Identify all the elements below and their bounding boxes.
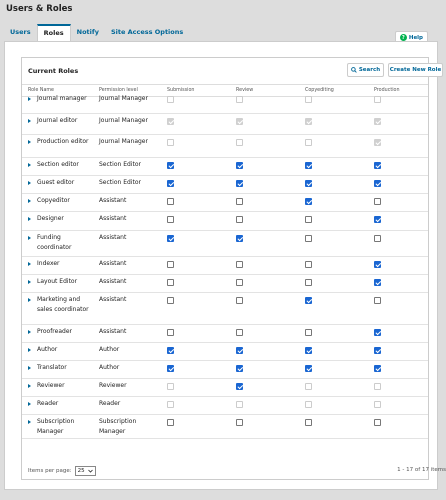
expand-row-icon[interactable] (28, 140, 31, 144)
checkbox-production (374, 401, 381, 408)
roles-content (4, 41, 446, 490)
role-name[interactable]: Marketing and sales coordinator (37, 296, 89, 313)
checkbox-review[interactable] (236, 365, 243, 372)
permission-level: Reviewer (99, 382, 127, 389)
checkbox-copyediting (305, 383, 312, 390)
tab-site-access-options[interactable]: Site Access Options (110, 28, 184, 36)
checkbox-production (374, 96, 381, 103)
search-label: Search (358, 67, 381, 73)
expand-row-icon[interactable] (28, 420, 31, 424)
permission-level: Assistant (99, 296, 127, 303)
table-row (22, 361, 428, 379)
expand-row-icon[interactable] (28, 119, 31, 123)
expand-row-icon[interactable] (28, 262, 31, 266)
help-icon: ? (400, 34, 407, 41)
permission-level: Assistant (99, 234, 127, 241)
permission-level: Assistant (99, 328, 127, 335)
role-name[interactable]: Proofreader (37, 328, 72, 335)
table-row (22, 325, 428, 343)
role-name[interactable]: Production editor (37, 138, 89, 145)
checkbox-copyediting (305, 96, 312, 103)
checkbox-review (236, 118, 243, 125)
permission-level: Reader (99, 400, 121, 407)
table-row (22, 415, 428, 439)
checkbox-copyediting[interactable] (305, 162, 312, 169)
expand-row-icon[interactable] (28, 298, 31, 302)
checkbox-submission[interactable] (167, 279, 174, 286)
role-name[interactable]: Journal editor (37, 117, 78, 124)
checkbox-submission[interactable] (167, 162, 174, 169)
tab-notify[interactable]: Notify (76, 28, 99, 36)
checkbox-review (236, 96, 243, 103)
checkbox-submission (167, 118, 174, 125)
tab-bar (4, 24, 189, 41)
checkbox-submission[interactable] (167, 261, 174, 268)
checkbox-submission[interactable] (167, 235, 174, 242)
role-name[interactable]: Journal manager (37, 95, 87, 102)
checkbox-production[interactable] (374, 235, 381, 242)
checkbox-copyediting (305, 401, 312, 408)
table-row (22, 158, 428, 176)
checkbox-production[interactable] (374, 365, 381, 372)
checkbox-production[interactable] (374, 329, 381, 336)
role-name[interactable]: Layout Editor (37, 278, 78, 285)
column-header-permission-level: Permission level (99, 88, 138, 93)
checkbox-production[interactable] (374, 162, 381, 169)
search-icon (351, 67, 357, 73)
role-name[interactable]: Translator (37, 364, 67, 371)
checkbox-copyediting[interactable] (305, 329, 312, 336)
table-row (22, 212, 428, 231)
items-per-page-value: 25 (77, 468, 85, 474)
checkbox-submission (167, 401, 174, 408)
role-name[interactable]: Copyeditor (37, 197, 70, 204)
checkbox-review[interactable] (236, 329, 243, 336)
permission-level: Author (99, 364, 120, 371)
table-row (22, 194, 428, 212)
checkbox-submission[interactable] (167, 216, 174, 223)
checkbox-production[interactable] (374, 198, 381, 205)
checkbox-production[interactable] (374, 180, 381, 187)
permission-level: Journal Manager (99, 95, 148, 102)
column-header-role-name: Role Name (28, 88, 55, 93)
checkbox-review[interactable] (236, 235, 243, 242)
role-name[interactable]: Indexer (37, 260, 60, 267)
checkbox-production[interactable] (374, 261, 381, 268)
permission-level: Assistant (99, 215, 127, 222)
table-row (22, 343, 428, 361)
items-per-page-select[interactable] (75, 466, 96, 476)
table-row (22, 176, 428, 194)
table-row (22, 257, 428, 275)
role-name[interactable]: Funding coordinator (37, 234, 72, 251)
checkbox-submission (167, 96, 174, 103)
checkbox-copyediting[interactable] (305, 365, 312, 372)
checkbox-review[interactable] (236, 347, 243, 354)
checkbox-review[interactable] (236, 180, 243, 187)
permission-level: Author (99, 346, 120, 353)
checkbox-submission[interactable] (167, 365, 174, 372)
permission-level: Subscription Manager (99, 418, 137, 435)
checkbox-production[interactable] (374, 297, 381, 304)
table-row (22, 379, 428, 397)
table-row (22, 92, 428, 114)
role-name[interactable]: Guest editor (37, 179, 75, 186)
role-name[interactable]: Reviewer (37, 382, 65, 389)
permission-level: Assistant (99, 197, 127, 204)
role-name[interactable]: Author (37, 346, 58, 353)
checkbox-copyediting (305, 118, 312, 125)
page-title: Users & Roles (6, 4, 73, 14)
search-button[interactable] (347, 63, 384, 77)
checkbox-copyediting (305, 139, 312, 146)
checkbox-copyediting[interactable] (305, 261, 312, 268)
checkbox-submission (167, 383, 174, 390)
checkbox-review[interactable] (236, 279, 243, 286)
table-row (22, 293, 428, 325)
checkbox-submission[interactable] (167, 297, 174, 304)
expand-row-icon[interactable] (28, 402, 31, 406)
expand-row-icon[interactable] (28, 163, 31, 167)
checkbox-production (374, 383, 381, 390)
items-per-page-label: Items per page: (28, 468, 72, 474)
permission-level: Section Editor (99, 179, 141, 186)
pagination-range: 1 - 17 of 17 items (397, 467, 446, 473)
tab-users[interactable]: Users (10, 28, 31, 36)
checkbox-copyediting[interactable] (305, 419, 312, 426)
expand-row-icon[interactable] (28, 217, 31, 221)
checkbox-copyediting[interactable] (305, 279, 312, 286)
checkbox-production[interactable] (374, 279, 381, 286)
permission-level: Journal Manager (99, 138, 148, 145)
expand-row-icon[interactable] (28, 348, 31, 352)
checkbox-review[interactable] (236, 261, 243, 268)
table-row (22, 135, 428, 158)
checkbox-production[interactable] (374, 347, 381, 354)
expand-row-icon[interactable] (28, 236, 31, 240)
column-header-submission: Submission (167, 88, 195, 93)
permission-level: Assistant (99, 260, 127, 267)
checkbox-submission (167, 139, 174, 146)
permission-level: Journal Manager (99, 117, 148, 124)
checkbox-production (374, 118, 381, 125)
checkbox-review[interactable] (236, 216, 243, 223)
checkbox-copyediting[interactable] (305, 347, 312, 354)
checkbox-production[interactable] (374, 419, 381, 426)
column-header-copyediting: Copyediting (305, 88, 334, 93)
checkbox-copyediting[interactable] (305, 297, 312, 304)
current-roles-panel (21, 57, 446, 480)
expand-row-icon[interactable] (28, 199, 31, 203)
expand-row-icon[interactable] (28, 384, 31, 388)
checkbox-review (236, 401, 243, 408)
checkbox-review[interactable] (236, 383, 243, 390)
checkbox-review[interactable] (236, 162, 243, 169)
checkbox-review (236, 139, 243, 146)
expand-row-icon[interactable] (28, 97, 31, 101)
checkbox-review[interactable] (236, 419, 243, 426)
checkbox-submission[interactable] (167, 347, 174, 354)
table-row (22, 114, 428, 135)
checkbox-copyediting[interactable] (305, 180, 312, 187)
checkbox-copyediting[interactable] (305, 198, 312, 205)
help-label: Help (408, 34, 423, 41)
checkbox-copyediting[interactable] (305, 216, 312, 223)
items-per-page (28, 466, 96, 476)
role-name[interactable]: Subscription Manager (37, 418, 75, 435)
checkbox-production[interactable] (374, 216, 381, 223)
checkbox-submission[interactable] (167, 180, 174, 187)
expand-row-icon[interactable] (28, 330, 31, 334)
panel-title: Current Roles (28, 67, 79, 75)
column-header-review: Review (236, 88, 254, 93)
checkbox-submission[interactable] (167, 329, 174, 336)
checkbox-production (374, 139, 381, 146)
table-row (22, 231, 428, 257)
expand-row-icon[interactable] (28, 181, 31, 185)
checkbox-submission[interactable] (167, 198, 174, 205)
chevron-down-icon (88, 469, 93, 473)
expand-row-icon[interactable] (28, 280, 31, 284)
role-name[interactable]: Designer (37, 215, 64, 222)
checkbox-copyediting[interactable] (305, 235, 312, 242)
checkbox-review[interactable] (236, 198, 243, 205)
checkbox-review[interactable] (236, 297, 243, 304)
role-name[interactable]: Reader (37, 400, 59, 407)
checkbox-submission[interactable] (167, 419, 174, 426)
table-row (22, 275, 428, 293)
tab-roles[interactable]: Roles (37, 24, 71, 41)
role-name[interactable]: Section editor (37, 161, 79, 168)
permission-level: Section Editor (99, 161, 141, 168)
table-row (22, 397, 428, 415)
permission-level: Assistant (99, 278, 127, 285)
expand-row-icon[interactable] (28, 366, 31, 370)
column-header-production: Production (374, 88, 400, 93)
create-new-role-button[interactable]: Create New Role (388, 63, 443, 77)
